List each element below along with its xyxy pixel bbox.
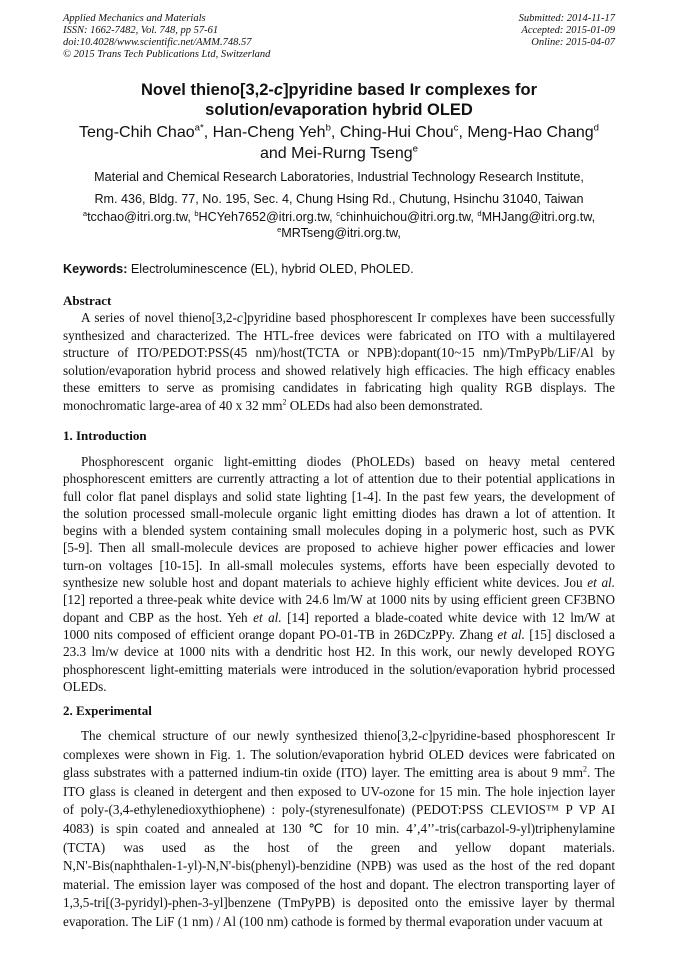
- keywords-label: Keywords:: [63, 262, 128, 276]
- online-date: Online: 2015-04-07: [531, 37, 615, 48]
- section-abstract: [63, 292, 615, 415]
- author: Mei-Rurng Tseng: [291, 145, 413, 162]
- text-run: glass substrates with a patterned indium-tin oxide (ITO) layer. The emitting area is about 9 mm: [63, 765, 583, 781]
- author-list: [0, 122, 678, 164]
- issn: ISSN: 1662-7482, Vol. 748, pp 57-61: [63, 25, 219, 36]
- title-italic: c: [273, 81, 284, 99]
- text-line: evaporation. The LiF (1 nm) / Al (100 nm) cathode is formed by thermal evaporation under vacuum at: [63, 913, 603, 929]
- section-experimental: [63, 702, 615, 932]
- italic-text: et al.: [497, 626, 525, 642]
- italic-text: c: [422, 728, 429, 743]
- text-line: complexes were shown in Fig. 1. The solution/evaporation hybrid OLED devices were fabricated on: [63, 746, 615, 762]
- text-run: [14] reported a blade-coated white device with 12 lm/W at: [281, 609, 615, 625]
- text-line: [5-9]. Then all small-molecule devices are proposed to achieve higher power efficacies and lower: [63, 540, 615, 556]
- email[interactable]: chinhuichou@itri.org.tw,: [339, 210, 478, 224]
- section-heading: 2. Experimental: [63, 703, 152, 718]
- text-line: phosphorescent light-emitting materials were introduced in the solution/evaporation hybrid processed: [63, 661, 615, 677]
- keywords: [63, 262, 414, 276]
- text-run: . The: [586, 765, 615, 781]
- text-run: dopant and CBP as the host. Yeh: [63, 609, 254, 625]
- affiliation-line: Rm. 436, Bldg. 77, No. 195, Sec. 4, Chung Hsing Rd., Chutung, Hsinchu 31040, Taiwan: [94, 192, 584, 206]
- author: Meng-Hao Chang: [467, 124, 594, 141]
- text-line: phosphorescent emitters are currently attracting a lot of attention due to their potential applications in: [63, 471, 615, 487]
- text-run: 1000 nits composed of efficient orange dopant PO-01-TB in 26DCzPPy. Zhang: [63, 626, 498, 642]
- section-heading: Abstract: [63, 293, 112, 308]
- text-line: 4083) is spin coated and annealed at 130 ℃ for 10 min. 4’,4’’-tris(carbazol-9-yl)triphenylamine: [63, 820, 615, 836]
- doi: doi:10.4028/www.scientific.net/AMM.748.57: [63, 37, 252, 48]
- email-sup: c: [336, 208, 340, 218]
- affiliation: [0, 166, 678, 210]
- submitted-date: Submitted: 2014-11-17: [518, 13, 615, 24]
- text-line: OLEDs.: [63, 678, 107, 694]
- text-run: OLEDs had also been demonstrated.: [286, 397, 483, 413]
- title-line-2: solution/evaporation hybrid OLED: [205, 101, 473, 119]
- text-line: Phosphorescent organic light-emitting diodes (PhOLEDs) based on heavy metal centered: [81, 454, 615, 469]
- sep: ,: [330, 124, 340, 141]
- paragraph: [63, 727, 615, 932]
- sep: ,: [458, 124, 468, 141]
- text-line: [12] reported a three-peak white device with 24.6 lm/W at 1000 nits by using efficient green CF3BNO: [63, 592, 615, 608]
- author: Ching-Hui Chou: [339, 124, 454, 141]
- accepted-date: Accepted: 2015-01-09: [521, 25, 615, 36]
- author-sup: d: [593, 122, 599, 134]
- keywords-text: Electroluminescence (EL), hybrid OLED, PhOLED.: [127, 262, 414, 276]
- text-line: [63, 309, 615, 327]
- text-line: [63, 764, 615, 783]
- text-line: 1,3,5-tri[(3-pyridyl)-phen-3-yl]benzene (TmPyPB) is deposited onto the emissive layer by thermal: [63, 895, 615, 911]
- text-run: A series of novel thieno[3,2-: [81, 310, 237, 325]
- author: Han-Cheng Yeh: [212, 124, 326, 141]
- email[interactable]: MHJang@itri.org.tw,: [481, 210, 596, 224]
- text-line: the solution processed small-molecule organic light emitting diodes has drawn a lot of attention. It: [63, 505, 615, 521]
- italic-text: et al.: [253, 609, 282, 625]
- superscript: 2: [282, 397, 287, 407]
- text-line: [63, 609, 615, 626]
- text-line: turn-on voltages [10-15]. In all-small molecules systems, efforts have been especially devoted to: [63, 557, 615, 573]
- email[interactable]: tcchao@itri.org.tw,: [87, 210, 195, 224]
- author-sup: a*: [194, 122, 204, 134]
- text-line: synthesized and characterized. The HTL-free devices were fabricated on ITO with a multilayered: [63, 327, 615, 343]
- italic-text: et al.: [587, 575, 615, 591]
- dates: [519, 13, 615, 49]
- email[interactable]: HCYeh7652@itri.org.tw,: [198, 210, 337, 224]
- email-sup: a: [82, 208, 88, 218]
- text-line: [63, 626, 615, 643]
- text-line: structure of ITO/PEDOT:PSS(45 nm)/host(TCTA or NPB):dopant(10~15 nm)/TmPyPb/LiF/Al by: [63, 345, 615, 361]
- section-introduction: [63, 427, 615, 695]
- title-part: ]pyridine based Ir complexes for: [283, 81, 538, 99]
- text-line: full color flat panel displays and solid state lighting [1-4]. In the past few years, the development of: [63, 488, 615, 504]
- copyright: © 2015 Trans Tech Publications Ltd, Switzerland: [63, 49, 271, 60]
- text-line: [63, 574, 615, 591]
- email-sup: b: [194, 208, 199, 218]
- email-list: [0, 209, 678, 241]
- author: Teng-Chih Chao: [79, 124, 195, 141]
- paper-title: [0, 80, 678, 120]
- affiliation-line: Material and Chemical Research Laboratories, Industrial Technology Research Institute,: [94, 170, 584, 184]
- text-line: 23.3 lm/w device at 1000 nits with a dendritic host H2. In this work, our newly developed ROYG: [63, 644, 615, 660]
- text-line: these emitters to serve as promising candidates in fabricating high quality RGB displays. The: [63, 380, 615, 396]
- superscript: 2: [582, 764, 587, 774]
- section-heading: 1. Introduction: [63, 428, 147, 443]
- email-sup: e: [277, 224, 282, 234]
- author-sup: c: [453, 122, 459, 134]
- text-run: ]pyridine based phosphorescent Ir complexes have been successfully: [242, 310, 615, 325]
- italic-text: c: [236, 310, 243, 325]
- text-run: monochromatic large-area of 40 x 32 mm: [63, 397, 283, 413]
- text-line: [63, 397, 615, 415]
- journal-info: [63, 13, 270, 61]
- text-run: The chemical structure of our newly synthesized thieno[3,2-: [81, 728, 423, 743]
- title-part: Novel thieno[3,2-: [140, 81, 274, 99]
- paragraph: [63, 453, 615, 695]
- text-line: [63, 727, 615, 746]
- text-run: synthesize new soluble host and dopant materials to achieve highly efficient white devices. Jou: [63, 575, 588, 591]
- and: and: [259, 145, 292, 162]
- text-line: begins with a blended system containing small molecules doping in a polymeric host, such as PVK: [63, 523, 615, 539]
- paragraph: [63, 309, 615, 415]
- text-run: ]pyridine-based phosphorescent Ir: [428, 728, 616, 743]
- email[interactable]: MRTseng@itri.org.tw,: [281, 226, 401, 240]
- text-line: N,N'-Bis(naphthalen-1-yl)-N,N'-bis(phenyl)-benzidine (NPB) was used as the host of the red dopant: [63, 858, 615, 874]
- text-line: solution/evaporation hybrid process and showed relatively high efficacies. The high efficacy enables: [63, 362, 615, 378]
- text-line: material. The emission layer was composed of the host and dopant. The electron transporting layer of: [63, 876, 615, 892]
- text-run: [15] disclosed a: [524, 626, 616, 642]
- text-line: (TCTA) was used as the host of the green and yellow dopant materials.: [63, 839, 615, 855]
- author-sup: b: [325, 122, 331, 134]
- author-sup: e: [412, 143, 419, 155]
- text-line: of poly-(3,4-ethylenedioxythiophene) : poly-(styrenesulfonate) (PEDOT:PSS CLEVIOS™ P VP AI: [63, 802, 615, 818]
- sep: ,: [203, 124, 213, 141]
- journal-name: Applied Mechanics and Materials: [63, 13, 206, 24]
- email-sup: d: [477, 208, 482, 218]
- text-line: ITO glass is cleaned in detergent and then exposed to UV-ozone for 15 min. The hole injection layer: [63, 783, 615, 799]
